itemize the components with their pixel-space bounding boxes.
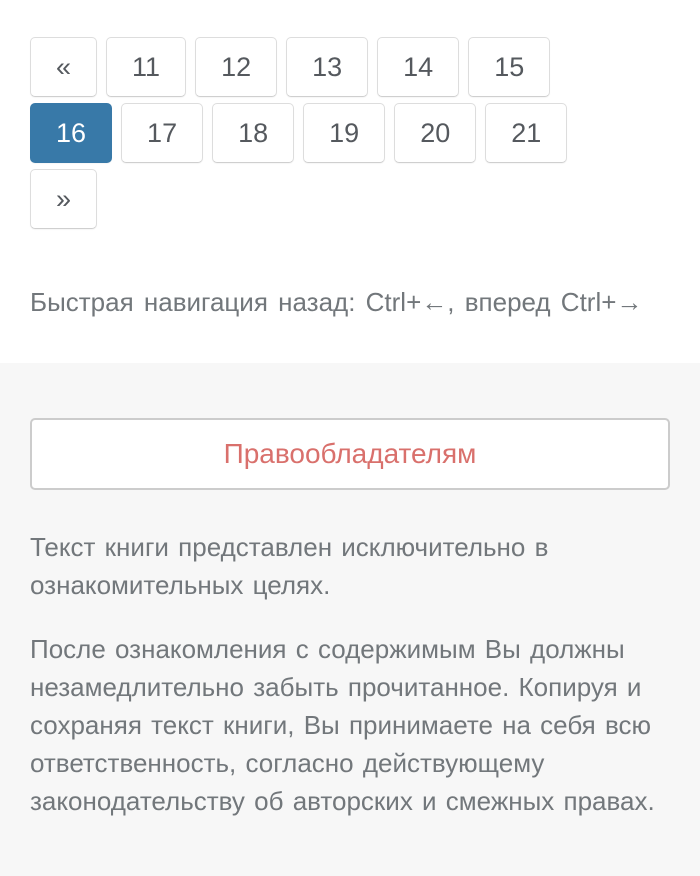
pagination-section [0,0,700,363]
disclaimer-text-block [30,528,670,820]
disclaimer-paragraph-1: Текст книги представлен исключительно в ознакомительных целях. [30,532,549,600]
copyright-holders-button[interactable]: Правообладателям [30,418,670,490]
page-button-12[interactable]: 12 [195,37,277,97]
page-button-19[interactable]: 19 [303,103,385,163]
page-next-button[interactable]: » [30,169,97,229]
page-button-11[interactable]: 11 [106,37,186,97]
page-button-17[interactable]: 17 [121,103,203,163]
pagination [30,37,630,235]
disclaimer-paragraph-2: После ознакомления с содержимым Вы должны незамедлительно забыть прочитанное. Копируя и сохраняя текст книги, Вы принимаете на себя всю ответственность, согласно действующему законодательству об авторских и смежных правах. [30,634,655,816]
copyright-section [0,363,700,876]
page-prev-button[interactable]: « [30,37,97,97]
quick-nav-hint: Быстрая навигация назад: Ctrl+←, вперед Ctrl+→ [30,287,643,317]
page-button-21[interactable]: 21 [485,103,567,163]
page-button-20[interactable]: 20 [394,103,476,163]
page-button-15[interactable]: 15 [468,37,550,97]
page-button-14[interactable]: 14 [377,37,459,97]
page-button-13[interactable]: 13 [286,37,368,97]
page-button-16-active[interactable]: 16 [30,103,112,163]
page-button-18[interactable]: 18 [212,103,294,163]
